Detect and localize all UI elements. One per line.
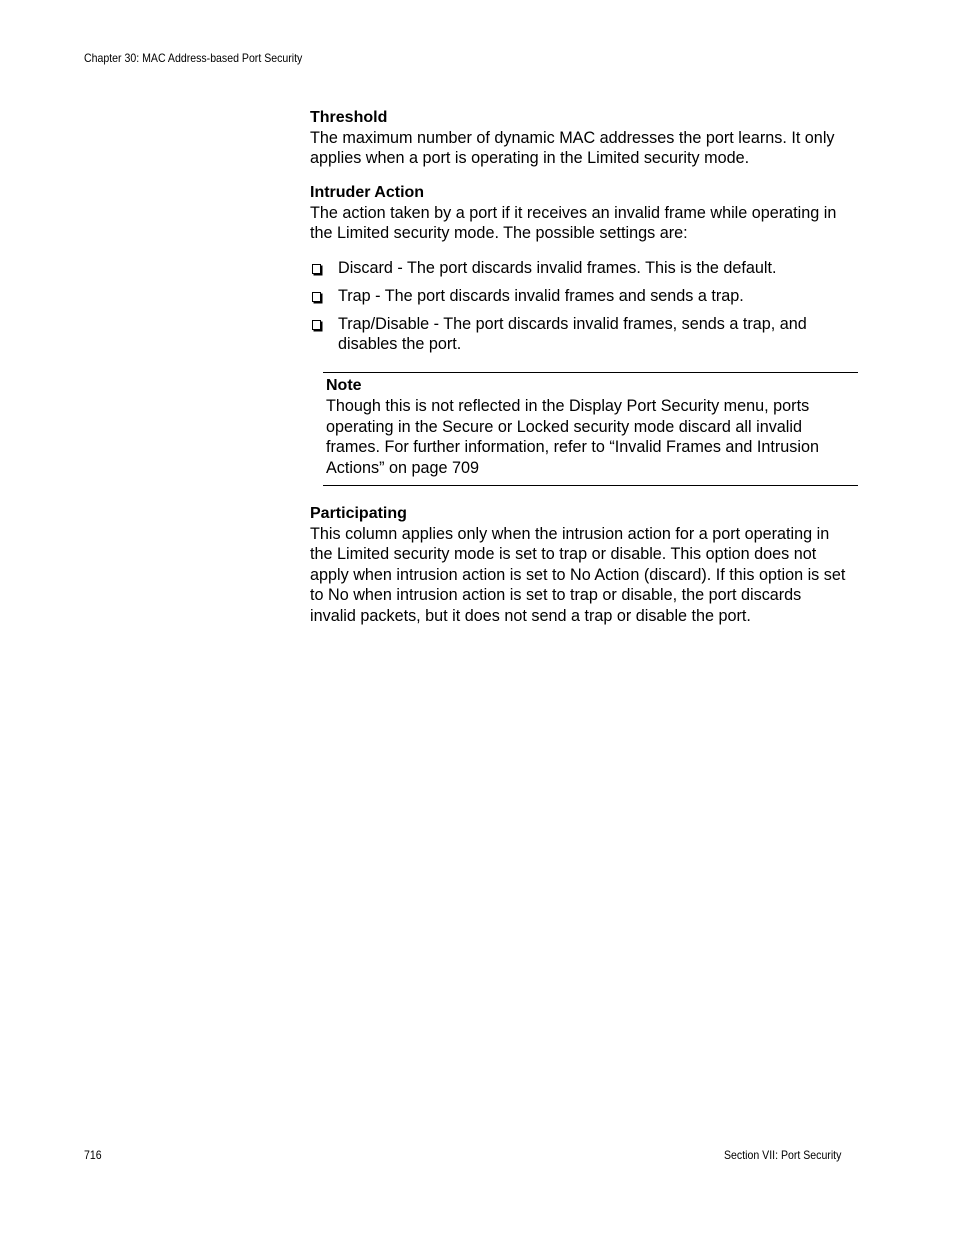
list-item xyxy=(310,286,850,306)
intruder-action-heading: Intruder Action xyxy=(310,183,425,201)
participating-heading: Participating xyxy=(310,505,407,523)
list-item xyxy=(310,314,850,355)
square-bullet-icon xyxy=(312,320,321,330)
running-header: Chapter 30: MAC Address-based Port Security xyxy=(84,51,303,65)
note-text: Though this is not reflected in the Display Port Security menu, ports operating in the Secure or Locked security mode discard all invalid frames. For further information, refer to “Invalid Frames and Intrusion Actions” on page 709 xyxy=(326,397,820,477)
threshold-section xyxy=(310,108,850,169)
note-heading: Note xyxy=(326,377,362,395)
list-item-text: Trap - The port discards invalid frames and sends a trap. xyxy=(338,286,744,305)
square-bullet-icon xyxy=(312,264,321,274)
threshold-heading: Threshold xyxy=(310,109,388,126)
intruder-action-section xyxy=(310,183,850,355)
threshold-text: The maximum number of dynamic MAC addresses the port learns. It only applies when a port is operating in the Limited security mode. xyxy=(310,129,835,168)
list-item-text: Discard - The port discards invalid frames. This is the default. xyxy=(338,258,777,277)
page-number: 716 xyxy=(84,1148,102,1162)
main-content xyxy=(310,108,850,626)
intruder-action-options xyxy=(310,258,850,355)
list-item-text: Trap/Disable - The port discards invalid frames, sends a trap, and disables the port. xyxy=(338,314,807,354)
list-item xyxy=(310,258,850,278)
participating-section xyxy=(310,504,850,626)
running-footer-section: Section VII: Port Security xyxy=(723,1148,841,1162)
note-box xyxy=(323,372,858,486)
intruder-action-text: The action taken by a port if it receives an invalid frame while operating in the Limited security mode. The possible settings are: xyxy=(310,203,837,243)
square-bullet-icon xyxy=(312,292,321,302)
participating-text: This column applies only when the intrusion action for a port operating in the Limited security mode is set to trap or disable. This option does not apply when intrusion action is set to No Action (discard). If this option is set to No when intrusion action is set to trap or disable, the port discards invalid packets, but it does not send a trap or disable the port. xyxy=(310,525,846,625)
